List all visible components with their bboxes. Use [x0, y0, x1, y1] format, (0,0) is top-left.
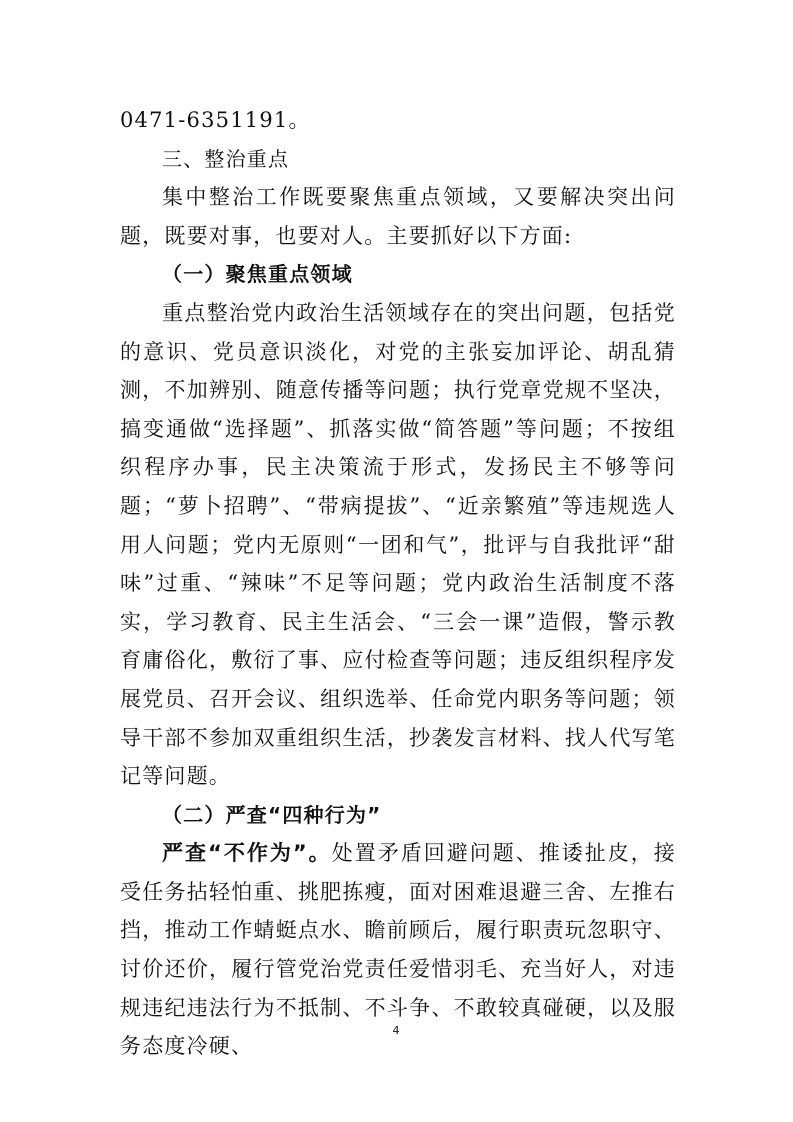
section-heading: 三、整治重点: [162, 146, 290, 171]
phone-number-line: 0471-6351191。: [120, 108, 311, 132]
page-number: 4: [392, 1024, 400, 1037]
paragraph-lead: 严查“不作为”。: [162, 841, 332, 866]
intro-paragraph: 集中整治工作既要聚焦重点领域，又要解决突出问题，既要对事，也要对人。主要抓好以下方面:: [120, 185, 676, 248]
subsection-heading-focus-areas: （一）聚焦重点领域: [162, 262, 353, 287]
four-behaviors-text: 处置矛盾回避问题、推诿扯皮，接受任务拈轻怕重、挑肥拣瘦，面对困难退避三舍、左推右挡，推动工作蜻蜓点水、瞻前顾后，履行职责玩忽职守、讨价还价，履行管党治党责任爱惜羽毛、充当好人，对违规违纪违法行为不抵制、不斗争、不敢较真碰硬，以及服务态度冷硬、: [120, 841, 677, 1059]
document-body: [120, 101, 676, 1066]
subsection-heading-four-behaviors: （二）严查“四种行为”: [162, 802, 382, 827]
focus-areas-paragraph: 重点整治党内政治生活领域存在的突出问题，包括党的意识、党员意识淡化，对党的主张妄加评论、胡乱猜测，不加辨别、随意传播等问题；执行党章党规不坚决，搞变通做“选择题”、抓落实做“简答题”等问题；不按组织程序办事，民主决策流于形式，发扬民主不够等问题；“萝卜招聘”、“带病提拔”、“近亲繁殖”等违规选人用人问题；党内无原则“一团和气”，批评与自我批评“甜味”过重、“辣味”不足等问题；党内政治生活制度不落实，学习教育、民主生活会、“三会一课”造假，警示教育庸俗化，敷衍了事、应付检查等问题；违反组织程序发展党员、召开会议、组织选举、任命党内职务等问题；领导干部不参加双重组织生活，抄袭发言材料、找人代写笔记等问题。: [120, 300, 676, 789]
